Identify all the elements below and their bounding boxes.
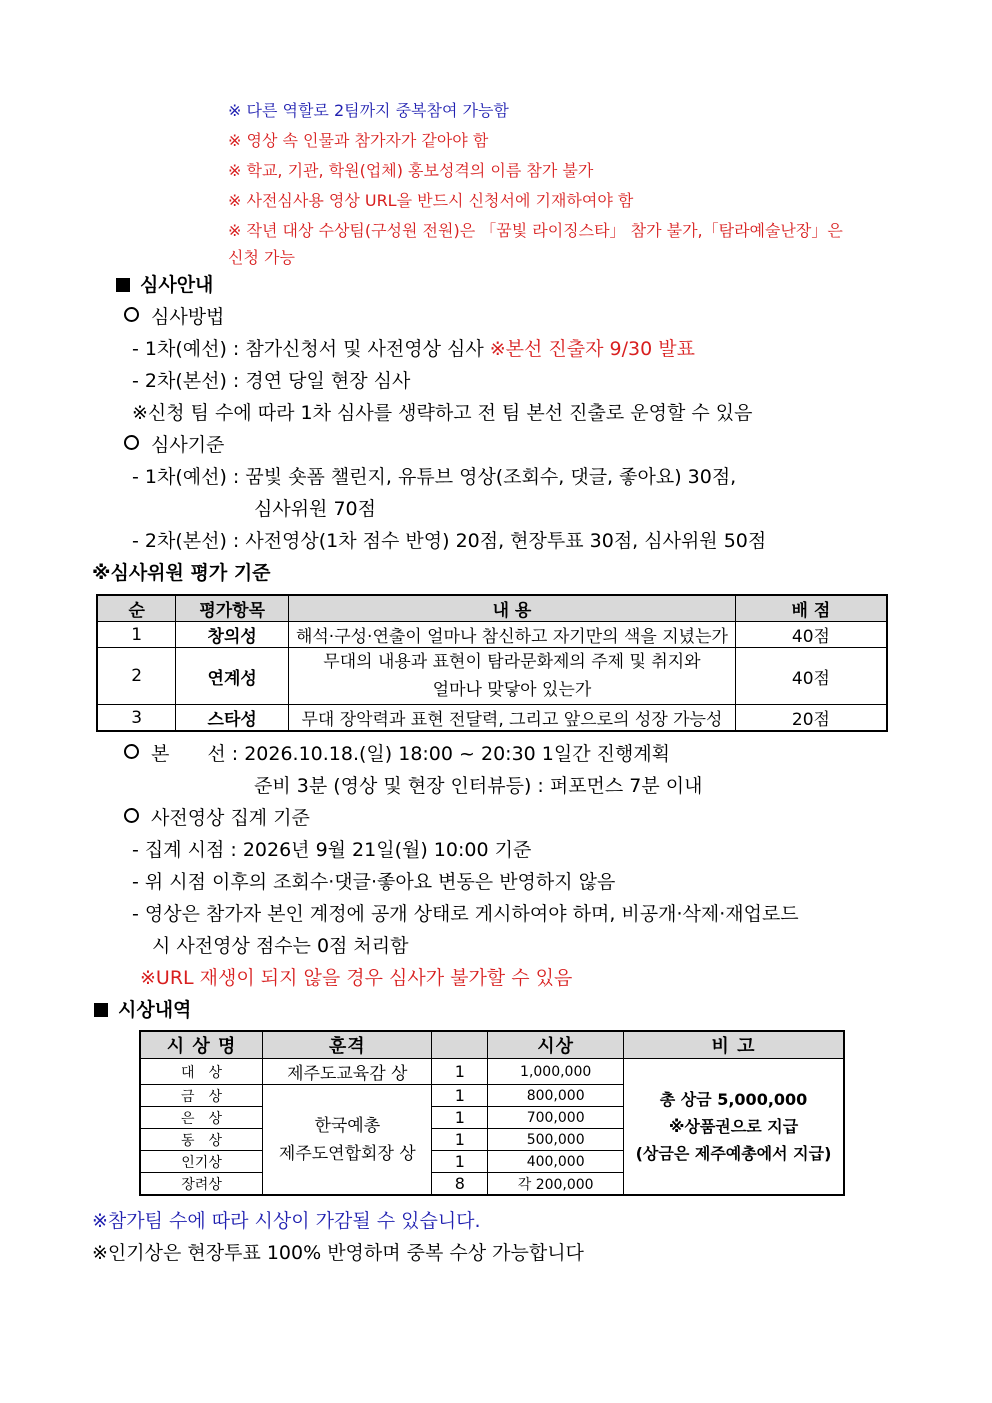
criteria-round2: - 2차(본선) : 사전영상(1차 점수 반영) 20점, 현장투표 30점, 심사위원 50점 (132, 530, 767, 552)
award-prize: 1,000,000 (488, 1059, 624, 1085)
method-title (124, 302, 224, 329)
award-count: 1 (432, 1151, 488, 1173)
circle-bullet-icon (124, 307, 139, 322)
note-line-2: ※ 영상 속 인물과 참가자가 같아야 함 (228, 131, 489, 150)
eval-header-score: 배 점 (735, 595, 887, 622)
eval-score: 40점 (735, 622, 887, 648)
award-name: 대 상 (140, 1059, 263, 1085)
awards-header-note: 비 고 (624, 1031, 844, 1059)
award-count: 8 (432, 1173, 488, 1196)
round1-text: - 1차(예선) : 참가신청서 및 사전영상 심사 (132, 338, 490, 360)
table-row (97, 705, 887, 732)
eval-table (96, 594, 888, 732)
criteria-title (124, 430, 224, 457)
round2-line: - 2차(본선) : 경연 당일 현장 심사 (132, 370, 411, 392)
award-name: 인기상 (140, 1151, 263, 1173)
award-rank (263, 1085, 432, 1196)
award-name: 금 상 (140, 1085, 263, 1107)
award-prize: 각 200,000 (488, 1173, 624, 1196)
criteria-round1-line1: - 1차(예선) : 꿈빛 숏폼 챌린지, 유튜브 영상(조회수, 댓글, 좋아요) 30점, (132, 466, 737, 488)
round1-notice: ※본선 진출자 9/30 발표 (489, 338, 695, 360)
video-criteria-line2: - 위 시점 이후의 조회수·댓글·좋아요 변동은 반영하지 않음 (132, 871, 616, 893)
final-line (124, 739, 670, 766)
table-row (140, 1059, 844, 1085)
url-note: ※URL 재생이 되지 않을 경우 심사가 불가할 수 있음 (140, 967, 573, 989)
round1-line (132, 334, 695, 361)
eval-header-content: 내 용 (289, 595, 736, 622)
eval-header-item: 평가항목 (176, 595, 289, 622)
award-rank-line2: 제주도연합회장 상 (278, 1143, 416, 1164)
eval-table-title: ※심사위원 평가 기준 (92, 562, 271, 584)
square-bullet-icon (116, 278, 130, 292)
note-line-4: ※ 사전심사용 영상 URL을 반드시 신청서에 기재하여야 함 (228, 191, 634, 210)
table-row (97, 648, 887, 705)
method-title-text: 심사방법 (151, 306, 225, 328)
circle-bullet-icon (124, 435, 139, 450)
eval-no: 1 (97, 622, 176, 648)
note-line-3: ※ 학교, 기관, 학원(업체) 홍보성격의 이름 참가 불가 (228, 161, 594, 180)
eval-item: 창의성 (176, 622, 289, 648)
award-count: 1 (432, 1059, 488, 1085)
footer-note-1: ※참가팀 수에 따라 시상이 가감될 수 있습니다. (92, 1210, 481, 1232)
award-prize: 700,000 (488, 1107, 624, 1129)
award-name: 동 상 (140, 1129, 263, 1151)
awards-table-header (140, 1031, 844, 1059)
eval-no: 3 (97, 705, 176, 732)
judging-heading (116, 270, 213, 297)
award-prize: 800,000 (488, 1085, 624, 1107)
awards-heading-text: 시상내역 (118, 999, 192, 1021)
awards-table (139, 1030, 845, 1196)
final-label: 본 선 : 2026.10.18.(일) 18:00 ~ 20:30 1일간 진행계획 (151, 743, 671, 765)
award-count: 1 (432, 1107, 488, 1129)
award-count: 1 (432, 1129, 488, 1151)
award-count: 1 (432, 1085, 488, 1107)
eval-score: 20점 (735, 705, 887, 732)
criteria-title-text: 심사기준 (151, 434, 225, 456)
footer-note-2: ※인기상은 현장투표 100% 반영하며 중복 수상 가능합니다 (92, 1242, 584, 1264)
final-detail: 준비 3분 (영상 및 현장 인터뷰등) : 퍼포먼스 7분 이내 (254, 775, 703, 797)
video-criteria-title (124, 803, 310, 830)
awards-note (624, 1059, 844, 1196)
video-criteria-line3: - 영상은 참가자 본인 계정에 공개 상태로 게시하여야 하며, 비공개·삭제·재업로드 (132, 903, 799, 925)
eval-content-line2: 얼마나 맞닿아 있는가 (432, 680, 592, 700)
awards-note-total: 총 상금 5,000,000 (659, 1090, 808, 1109)
video-criteria-title-text: 사전영상 집계 기준 (151, 807, 310, 829)
awards-heading (94, 995, 191, 1022)
circle-bullet-icon (124, 744, 139, 759)
eval-content: 해석·구성·연출이 얼마나 참신하고 자기만의 색을 지녔는가 (289, 622, 736, 648)
circle-bullet-icon (124, 808, 139, 823)
video-criteria-line4: 시 사전영상 점수는 0점 처리함 (152, 935, 409, 957)
eval-no: 2 (97, 648, 176, 705)
judging-heading-text: 심사안내 (140, 274, 214, 296)
eval-content (289, 648, 736, 705)
eval-score: 40점 (735, 648, 887, 705)
awards-header-prize: 시상 (488, 1031, 624, 1059)
awards-note-payer: (상금은 제주예총에서 지급) (635, 1144, 832, 1163)
skip-note: ※신청 팀 수에 따라 1차 심사를 생략하고 전 팀 본선 진출로 운영할 수 있음 (132, 402, 753, 424)
video-criteria-line1: - 집계 시점 : 2026년 9월 21일(월) 10:00 기준 (132, 839, 532, 861)
eval-content: 무대 장악력과 표현 전달력, 그리고 앞으로의 성장 가능성 (289, 705, 736, 732)
note-line-5: ※ 작년 대상 수상팀(구성원 전원)은 「꿈빛 라이징스타」 참가 불가,「탐라예술난장」은 (228, 221, 843, 240)
note-line-6: 신청 가능 (228, 248, 295, 267)
award-rank-line1: 한국예총 (314, 1115, 381, 1136)
eval-item: 연계성 (176, 648, 289, 705)
awards-header-name: 시 상 명 (140, 1031, 263, 1059)
awards-note-voucher: ※상품권으로 지급 (668, 1117, 799, 1136)
criteria-round1-line2: 심사위원 70점 (254, 498, 376, 520)
note-line-1: ※ 다른 역할로 2팀까지 중복참여 가능함 (228, 101, 509, 120)
award-rank: 제주도교육감 상 (263, 1059, 432, 1085)
award-name: 은 상 (140, 1107, 263, 1129)
square-bullet-icon (94, 1003, 108, 1017)
award-name: 장려상 (140, 1173, 263, 1196)
award-prize: 400,000 (488, 1151, 624, 1173)
eval-content-line1: 무대의 내용과 표현이 탐라문화제의 주제 및 취지와 (323, 652, 701, 672)
table-row (97, 622, 887, 648)
eval-table-header (97, 595, 887, 622)
eval-header-no: 순 (97, 595, 176, 622)
eval-item: 스타성 (176, 705, 289, 732)
awards-header-count (432, 1031, 488, 1059)
awards-header-rank: 훈격 (263, 1031, 432, 1059)
award-prize: 500,000 (488, 1129, 624, 1151)
